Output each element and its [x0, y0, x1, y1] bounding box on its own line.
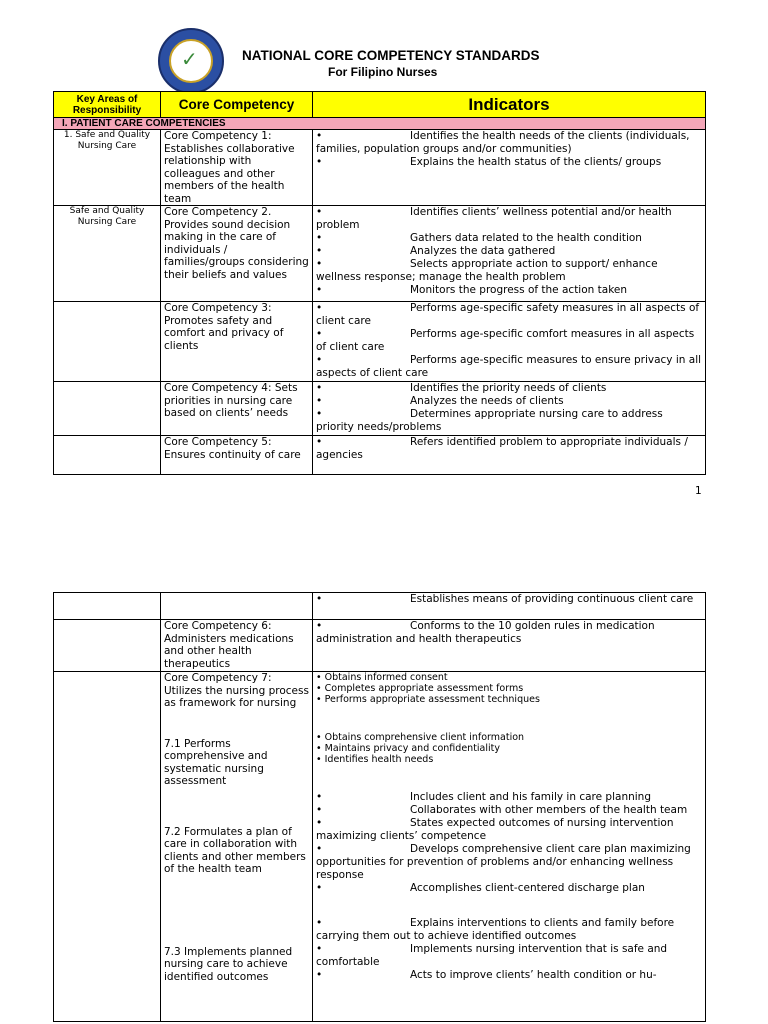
- key-area-cell: [54, 302, 161, 382]
- key-area-cell: [54, 620, 161, 672]
- competency-cell: Core Competency 2. Provides sound decision making in the care of individuals / families/groups considering their beliefs and values: [161, 206, 313, 302]
- indicators-cell: [313, 206, 706, 302]
- indicator-item: • Determines appropriate nursing care to address priority needs/problems: [316, 408, 663, 433]
- seal-emblem-icon: ✓: [181, 47, 198, 71]
- indicator-item: • Monitors the progress of the action taken: [316, 284, 628, 296]
- key-area-cell: [54, 593, 161, 620]
- indicator-item: • Analyzes the data gathered: [316, 245, 556, 257]
- indicators-cell: [313, 620, 706, 672]
- table-row: [54, 436, 706, 475]
- section-title: I. PATIENT CARE COMPETENCIES: [54, 118, 706, 130]
- indicator-item: • Gathers data related to the health condition: [316, 232, 642, 244]
- table-row: [54, 382, 706, 436]
- indicator-item: • Analyzes the needs of clients: [316, 395, 564, 407]
- indicator-item: • Identifies health needs: [316, 754, 434, 765]
- section-row: [54, 118, 706, 130]
- competency-7-title: Core Competency 7: Utilizes the nursing process as framework for nursing: [164, 672, 309, 709]
- header-core-competency: Core Competency: [161, 92, 313, 118]
- indicator-item: • Obtains informed consent: [316, 672, 448, 683]
- table-row: [54, 620, 706, 672]
- competency-7-2: 7.2 Formulates a plan of care in collaboration with clients and other members of the health team: [164, 825, 306, 875]
- table-row: [54, 206, 706, 302]
- competency-7-3: 7.3 Implements planned nursing care to achieve identified outcomes: [164, 945, 293, 983]
- indicator-item: • Collaborates with other members of the health team: [316, 804, 688, 816]
- table-header-row: [54, 92, 706, 118]
- indicator-item: • Explains the health status of the clients/ groups: [316, 156, 662, 168]
- indicator-item: • Performs age-specific measures to ensure privacy in all aspects of client care: [316, 354, 702, 379]
- indicator-item: • Refers identified problem to appropriate individuals / agencies: [316, 436, 688, 461]
- indicators-cell: [313, 436, 706, 475]
- indicator-item: • Performs age-specific comfort measures in all aspects of client care: [316, 328, 695, 353]
- indicator-item: • Maintains privacy and confidentiality: [316, 743, 501, 754]
- indicators-cell: [313, 382, 706, 436]
- document-title: NATIONAL CORE COMPETENCY STANDARDS: [242, 48, 540, 63]
- indicator-item: • Identifies clients’ wellness potential and/or health problem: [316, 206, 672, 231]
- indicator-item: • Develops comprehensive client care plan maximizing opportunities for prevention of problems and/or enhancing wellness response: [316, 843, 691, 881]
- indicator-item: • States expected outcomes of nursing intervention maximizing clients’ competence: [316, 817, 674, 842]
- indicators-cell: [313, 672, 706, 1022]
- competency-cell: [161, 672, 313, 1022]
- document-subtitle: For Filipino Nurses: [328, 65, 438, 79]
- indicators-cell: [313, 302, 706, 382]
- competency-table-page-1: [53, 91, 706, 475]
- key-area-cell: Safe and Quality Nursing Care: [54, 206, 161, 302]
- indicator-item: • Implements nursing intervention that is safe and comfortable: [316, 943, 668, 968]
- indicator-item: • Performs age-specific safety measures in all aspects of client care: [316, 302, 700, 327]
- competency-cell: Core Competency 4: Sets priorities in nursing care based on clients’ needs: [161, 382, 313, 436]
- key-area-cell: [54, 436, 161, 475]
- key-area-cell: 1. Safe and Quality Nursing Care: [54, 130, 161, 206]
- indicator-item: • Identifies the health needs of the clients (individuals, families, population groups and/or communities): [316, 130, 690, 155]
- indicator-item: • Completes appropriate assessment forms: [316, 683, 524, 694]
- indicator-item: • Identifies the priority needs of clients: [316, 382, 607, 394]
- competency-cell: Core Competency 5: Ensures continuity of care: [161, 436, 313, 475]
- table-row: [54, 130, 706, 206]
- header-indicators: Indicators: [313, 92, 706, 118]
- indicators-cell: [313, 130, 706, 206]
- header-key-areas: Key Areas of Responsibility: [54, 92, 161, 118]
- key-area-cell: [54, 672, 161, 1022]
- competency-cell: Core Competency 1: Establishes collaborative relationship with colleagues and other members of the health team: [161, 130, 313, 206]
- competency-7-1: 7.1 Performs comprehensive and systematic nursing assessment: [164, 737, 268, 787]
- key-area-cell: [54, 382, 161, 436]
- indicator-item: • Acts to improve clients’ health condition or hu-: [316, 969, 657, 981]
- indicator-item: • Performs appropriate assessment techniques: [316, 694, 540, 705]
- competency-table-page-2: [53, 592, 706, 1022]
- indicator-item: • Selects appropriate action to support/ enhance wellness response; manage the health problem: [316, 258, 658, 283]
- indicators-cell: [313, 593, 706, 620]
- board-of-nursing-seal: [158, 28, 224, 94]
- competency-cell: Core Competency 6: Administers medications and other health therapeutics: [161, 620, 313, 672]
- table-row: [54, 593, 706, 620]
- indicator-item: • Obtains comprehensive client information: [316, 732, 525, 743]
- competency-cell: [161, 593, 313, 620]
- indicator-item: • Accomplishes client-centered discharge plan: [316, 882, 645, 894]
- indicator-item: • Establishes means of providing continuous client care: [316, 593, 694, 605]
- indicator-item: • Includes client and his family in care planning: [316, 791, 651, 803]
- table-row: [54, 302, 706, 382]
- competency-cell: Core Competency 3: Promotes safety and comfort and privacy of clients: [161, 302, 313, 382]
- indicator-item: • Conforms to the 10 golden rules in medication administration and health therapeutics: [316, 620, 655, 645]
- page-number: 1: [695, 485, 702, 497]
- indicator-item: • Explains interventions to clients and family before carrying them out to achieve identified outcomes: [316, 917, 675, 942]
- table-row: [54, 672, 706, 1022]
